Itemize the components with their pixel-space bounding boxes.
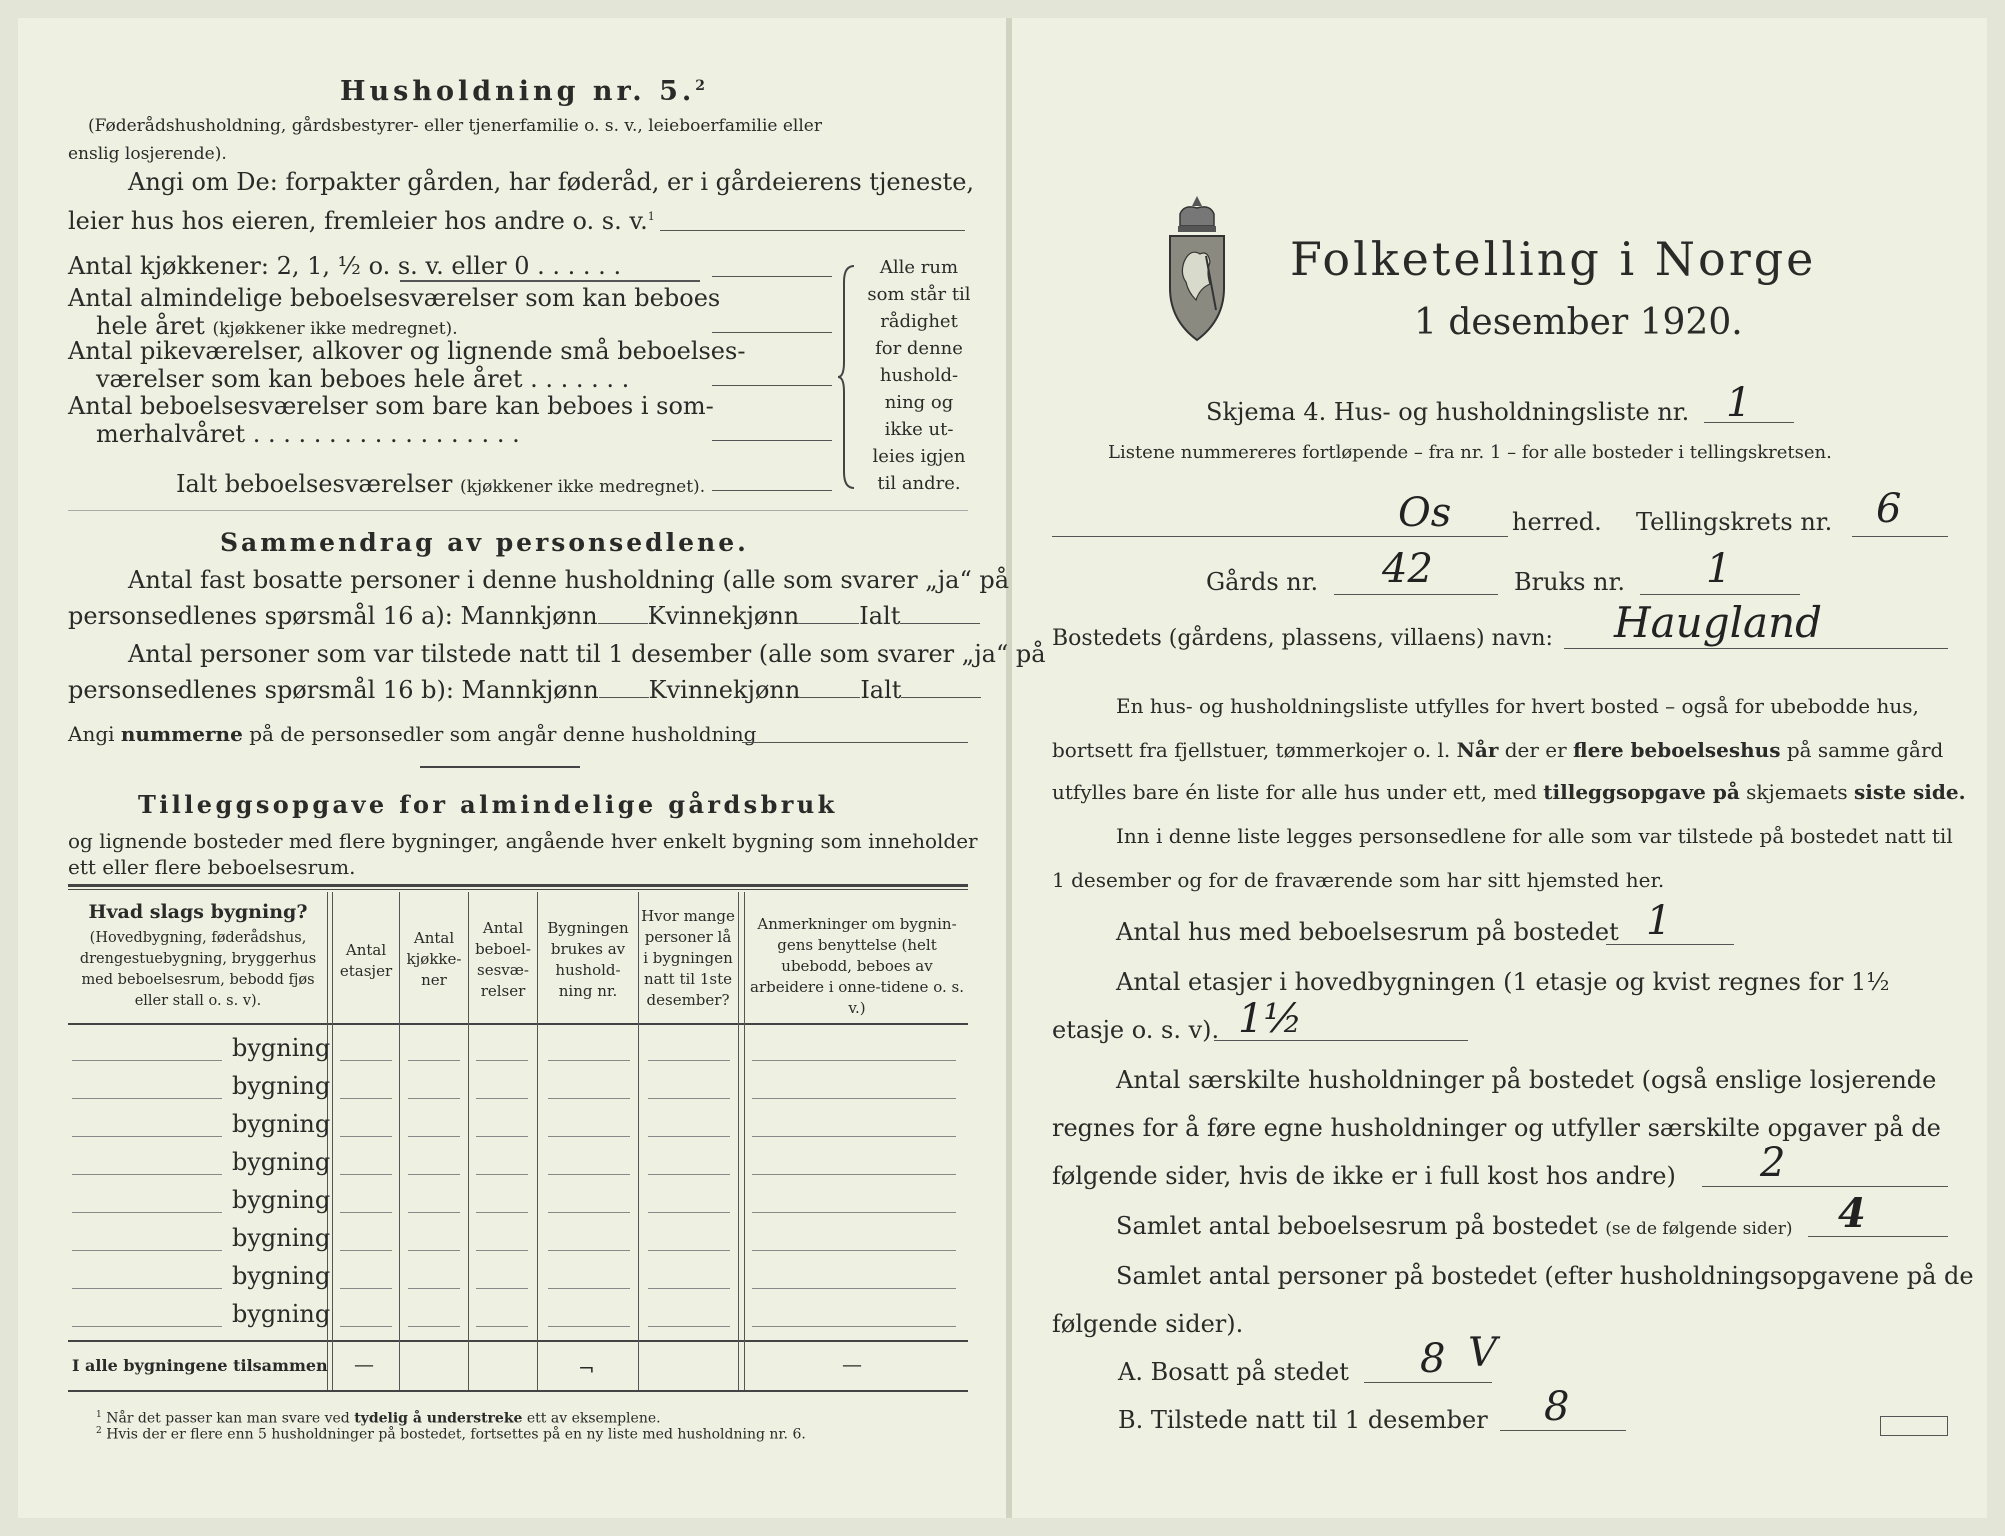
para1-line-3: utfylles bare én liste for alle hus under ett, med tilleggsopgave på skjemaets siste side.	[1052, 780, 1966, 804]
table-col-divider	[537, 892, 538, 1390]
table-cell-line[interactable]	[752, 1174, 956, 1175]
tillegg-line-2: ett eller flere beboelsesrum.	[68, 855, 356, 879]
table-cell-line[interactable]	[752, 1098, 956, 1099]
etasjer-line-2: etasje o. s. v).	[1052, 1016, 1220, 1044]
total-etasjer-mark: —	[354, 1352, 374, 1376]
angi-answer-line[interactable]	[660, 230, 965, 231]
table-header-type-note: (Hovedbygning, føderådshus, drengestuebygning, bryggerhus med beboelsesrum, bebodd fjøs eller stall o. s. v).	[79, 930, 317, 1009]
bosted-label: Bostedets (gårdens, plassens, villaens) navn:	[1052, 626, 1553, 651]
saerskilte-line-3: følgende sider, hvis de ikke er i full kost hos andre)	[1052, 1162, 1676, 1190]
samlet-pers-line-2: følgende sider).	[1052, 1310, 1244, 1338]
table-cell-line[interactable]	[648, 1212, 730, 1213]
tilstede-value: 8	[1544, 1384, 1570, 1430]
table-cell-line[interactable]	[548, 1136, 630, 1137]
etasjer-value: 1½	[1238, 996, 1303, 1042]
table-header-anmerkninger: Anmerkninger om bygnin-gens benyttelse (helt ubebodd, beboes av arbeidere i onne-tidene o. s. v.)	[750, 915, 964, 1017]
tellingskrets-value: 6	[1876, 486, 1902, 532]
brace-note-line: til andre.	[877, 473, 961, 494]
table-cell-line[interactable]	[408, 1288, 460, 1289]
pike-line-2: værelser som kan beboes hele året . . . . . . .	[96, 365, 630, 393]
almindelige-answer-line[interactable]	[712, 332, 832, 333]
table-top-rule	[68, 884, 968, 887]
table-cell-line[interactable]	[340, 1136, 392, 1137]
pike-line-1: Antal pikeværelser, alkover og lignende små beboelses-	[68, 337, 746, 365]
hus-answer-line[interactable]	[1606, 944, 1734, 945]
listene-note: Listene nummereres fortløpende – fra nr. 1 – for alle bosteder i tellingskretsen.	[1108, 442, 1832, 463]
table-cell-line[interactable]	[476, 1212, 528, 1213]
samlet-rum-label: Samlet antal beboelsesrum på bostedet (se de følgende sider)	[1116, 1212, 1793, 1240]
table-cell-line[interactable]	[408, 1326, 460, 1327]
ialt-label: Ialt beboelsesværelser (kjøkkener ikke medregnet).	[176, 470, 706, 498]
table-row-label: bygning	[232, 1148, 331, 1176]
table-cell-line[interactable]	[548, 1174, 630, 1175]
angi-line-1: Angi om De: forpakter gården, har føderåd, er i gårdeierens tjeneste,	[128, 168, 975, 196]
gards-label: Gårds nr.	[1206, 568, 1319, 596]
table-row-label: bygning	[232, 1262, 331, 1290]
table-row-label: bygning	[232, 1224, 331, 1252]
hus-label: Antal hus med beboelsesrum på bostedet	[1116, 918, 1619, 946]
table-total-label: I alle bygningene tilsammen	[72, 1356, 328, 1375]
brace-icon	[836, 262, 860, 492]
bosatt-value: 8	[1420, 1336, 1446, 1382]
skjema-value: 1	[1726, 380, 1752, 426]
table-cell-line[interactable]	[340, 1174, 392, 1175]
table-col-divider	[468, 892, 469, 1390]
herred-value: Os	[1398, 490, 1452, 536]
table-cell-line[interactable]	[408, 1136, 460, 1137]
table-cell-line[interactable]	[752, 1288, 956, 1289]
nummerne-answer-line[interactable]	[742, 742, 968, 743]
table-cell-line[interactable]	[752, 1060, 956, 1061]
footnote-2: $^2$ Hvis der er flere enn 5 husholdninger på bostedet, fortsettes på en ny liste med husholdning nr. 6.	[96, 1426, 806, 1443]
brace-note-line: for denne	[875, 338, 963, 359]
gards-value: 42	[1382, 546, 1433, 592]
table-row-type-line[interactable]	[72, 1098, 222, 1099]
table-col-divider	[638, 892, 639, 1390]
table-row-type-line[interactable]	[72, 1174, 222, 1175]
saerskilte-answer-line[interactable]	[1702, 1186, 1948, 1187]
table-cell-line[interactable]	[476, 1288, 528, 1289]
table-cell-line[interactable]	[648, 1250, 730, 1251]
tillegg-line-1: og lignende bosteder med flere bygninger, angående hver enkelt bygning som inneholder	[68, 829, 978, 853]
table-row-label: bygning	[232, 1072, 331, 1100]
saerskilte-value: 2	[1760, 1140, 1786, 1186]
table-cell-line[interactable]	[408, 1212, 460, 1213]
bosted-answer-line[interactable]	[1564, 648, 1948, 649]
table-header-brukes: Bygningen brukes av hushold-ning nr.	[547, 919, 629, 1000]
table-col-divider	[399, 892, 400, 1390]
gards-answer-line[interactable]	[1334, 594, 1498, 595]
table-cell-line[interactable]	[648, 1136, 730, 1137]
bruks-answer-line[interactable]	[1640, 594, 1800, 595]
fast-line-2: personsedlenes spørsmål 16 a): Mannkjønn Kvinnekjønn Ialt	[68, 602, 980, 630]
table-col-divider	[744, 892, 745, 1390]
table-cell-line[interactable]	[408, 1174, 460, 1175]
kjokkener-answer-line[interactable]	[712, 276, 832, 277]
total-anmerkninger-mark: —	[842, 1352, 862, 1376]
table-row-label: bygning	[232, 1186, 331, 1214]
table-cell-line[interactable]	[408, 1060, 460, 1061]
samlet-rum-answer-line[interactable]	[1808, 1236, 1948, 1237]
sommer-answer-line[interactable]	[712, 440, 832, 441]
table-cell-line[interactable]	[752, 1136, 956, 1137]
table-cell-line[interactable]	[476, 1250, 528, 1251]
table-cell-line[interactable]	[476, 1098, 528, 1099]
tilstede-line-2: personsedlenes spørsmål 16 b): Mannkjønn Kvinnekjønn Ialt	[68, 676, 981, 704]
table-cell-line[interactable]	[340, 1250, 392, 1251]
herred-answer-line[interactable]	[1052, 536, 1508, 537]
saerskilte-line-2: regnes for å føre egne husholdninger og utfyller særskilte opgaver på de	[1052, 1114, 1941, 1142]
bosatt-check-mark: V	[1468, 1330, 1497, 1376]
brace-note-line: hushold-	[879, 365, 959, 386]
table-cell-line[interactable]	[648, 1288, 730, 1289]
hus-value: 1	[1646, 898, 1672, 944]
saerskilte-line-1: Antal særskilte husholdninger på bostedet (også enslige losjerende	[1116, 1066, 1937, 1094]
table-header-kjokkener: Antal kjøkke-ner	[406, 929, 462, 989]
bosatt-label: A. Bosatt på stedet	[1118, 1358, 1349, 1386]
footnote-1: $^1$ Når det passer kan man svare ved tydelig å understreke ett av eksemplene.	[96, 1410, 661, 1427]
table-header-beboelses: Antal beboel-sesvæ-relser	[475, 919, 531, 1000]
table-header-etasjer: Antal etasjer	[339, 941, 393, 980]
kjokkener-underline	[400, 280, 700, 282]
sommer-line-2: merhalvåret . . . . . . . . . . . . . . . . . .	[96, 420, 520, 448]
table-row-type-line[interactable]	[72, 1288, 222, 1289]
table-col-divider	[332, 892, 333, 1390]
left-page	[18, 18, 1008, 1518]
table-row-label: bygning	[232, 1034, 331, 1062]
bosatt-answer-line[interactable]	[1364, 1382, 1492, 1383]
table-cell-line[interactable]	[548, 1098, 630, 1099]
bosted-value: Haugland	[1614, 598, 1823, 647]
brace-note	[864, 254, 974, 497]
table-cell-line[interactable]	[548, 1288, 630, 1289]
household-title: Husholdning nr. 5.$^2$	[340, 76, 710, 107]
etasjer-line-1: Antal etasjer i hovedbygningen (1 etasje og kvist regnes for 1½	[1116, 968, 1890, 996]
table-cell-line[interactable]	[648, 1326, 730, 1327]
table-row-type-line[interactable]	[72, 1212, 222, 1213]
para2-line-1: Inn i denne liste legges personsedlene for alle som var tilstede på bostedet natt til	[1116, 824, 1953, 848]
almindelige-line-1: Antal almindelige beboelsesværelser som kan beboes	[68, 284, 721, 312]
para1-line-2: bortsett fra fjellstuer, tømmerkojer o. l. Når der er flere beboelseshus på samme gård	[1052, 738, 1944, 762]
fast-line-1: Antal fast bosatte personer i denne husholdning (alle som svarer „ja“ på	[128, 566, 1010, 594]
table-row-label: bygning	[232, 1110, 331, 1138]
printer-stamp	[1880, 1416, 1948, 1436]
bruks-label: Bruks nr.	[1514, 568, 1625, 596]
para2-line-2: 1 desember og for de fraværende som har sitt hjemsted her.	[1052, 868, 1665, 892]
table-cell-line[interactable]	[476, 1136, 528, 1137]
kjokkener-label: Antal kjøkkener: 2, 1, ½ o. s. v. eller 0 . . . . . .	[68, 252, 622, 280]
table-cell-line[interactable]	[752, 1250, 956, 1251]
brace-note-line: som står til	[867, 284, 971, 305]
samlet-pers-line-1: Samlet antal personer på bostedet (efter husholdningsopgavene på de	[1116, 1262, 1974, 1290]
brace-note-line: ning og	[884, 392, 954, 413]
short-divider	[420, 766, 580, 768]
table-header-rule	[68, 1023, 968, 1025]
angi-line-2: leier hus hos eieren, fremleier hos andre o. s. v.$^1$	[68, 207, 655, 235]
table-cell-line[interactable]	[340, 1212, 392, 1213]
ialt-answer-line[interactable]	[712, 490, 832, 491]
skjema-label: Skjema 4. Hus- og husholdningsliste nr.	[1206, 398, 1690, 426]
census-title: Folketelling i Norge	[1290, 232, 1817, 286]
tellingskrets-answer-line[interactable]	[1852, 536, 1948, 537]
table-row-label: bygning	[232, 1300, 331, 1328]
table-cell-line[interactable]	[340, 1288, 392, 1289]
tillegg-title: Tilleggsopgave for almindelige gårdsbruk	[138, 790, 838, 819]
sammendrag-title: Sammendrag av personsedlene.	[220, 528, 749, 557]
coat-of-arms-icon	[1162, 192, 1232, 344]
total-brukes-mark: ¬	[578, 1356, 595, 1380]
table-cell-line[interactable]	[648, 1060, 730, 1061]
brace-note-line: ikke ut-	[884, 419, 954, 440]
table-top-rule-2	[68, 889, 968, 890]
table-total-rule	[68, 1340, 968, 1342]
table-bottom-rule	[68, 1390, 968, 1392]
table-cell-line[interactable]	[752, 1326, 956, 1327]
brace-note-line: rådighet	[880, 311, 958, 332]
table-cell-line[interactable]	[548, 1326, 630, 1327]
tilstede-answer-line[interactable]	[1500, 1430, 1626, 1431]
para1-line-1: En hus- og husholdningsliste utfylles for hvert bosted – også for ubebodde hus,	[1116, 694, 1919, 718]
sommer-line-1: Antal beboelsesværelser som bare kan beboes i som-	[68, 392, 714, 420]
intro-note-line-2: enslig losjerende).	[68, 144, 227, 164]
tilstede-label: B. Tilstede natt til 1 desember	[1118, 1406, 1488, 1434]
census-date: 1 desember 1920.	[1414, 302, 1743, 343]
pike-answer-line[interactable]	[712, 385, 832, 386]
brace-note-line: Alle rum	[879, 257, 959, 278]
table-row-type-line[interactable]	[72, 1136, 222, 1137]
table-cell-line[interactable]	[548, 1212, 630, 1213]
table-cell-line[interactable]	[340, 1060, 392, 1061]
almindelige-line-2: hele året (kjøkkener ikke medregnet).	[96, 312, 458, 340]
table-header-personer: Hvor mange personer lå i bygningen natt til 1ste desember?	[641, 907, 735, 1009]
table-cell-line[interactable]	[752, 1212, 956, 1213]
table-cell-line[interactable]	[548, 1060, 630, 1061]
table-cell-line[interactable]	[548, 1250, 630, 1251]
table-row-type-line[interactable]	[72, 1250, 222, 1251]
tilstede-line-1: Antal personer som var tilstede natt til 1 desember (alle som svarer „ja“ på	[128, 640, 1046, 668]
table-col-divider	[738, 892, 739, 1390]
intro-note-line-1: (Føderådshusholdning, gårdsbestyrer- eller tjenerfamilie o. s. v., leieboerfamilie eller	[88, 116, 822, 136]
brace-note-line: leies igjen	[872, 446, 966, 467]
table-header-type: Hvad slags bygning?	[88, 901, 308, 923]
samlet-rum-value: 4	[1838, 1190, 1866, 1237]
angi-nummerne: Angi nummerne på de personsedler som angår denne husholdning	[68, 722, 757, 746]
section-divider	[68, 510, 968, 511]
table-cell-line[interactable]	[476, 1326, 528, 1327]
table-cell-line[interactable]	[476, 1174, 528, 1175]
table-row-type-line[interactable]	[72, 1326, 222, 1327]
table-cell-line[interactable]	[648, 1174, 730, 1175]
table-cell-line[interactable]	[340, 1326, 392, 1327]
table-row-type-line[interactable]	[72, 1060, 222, 1061]
herred-label: herred.	[1512, 508, 1602, 536]
table-cell-line[interactable]	[408, 1098, 460, 1099]
bruks-value: 1	[1706, 546, 1732, 592]
table-cell-line[interactable]	[340, 1098, 392, 1099]
table-cell-line[interactable]	[476, 1060, 528, 1061]
table-cell-line[interactable]	[408, 1250, 460, 1251]
tellingskrets-label: Tellingskrets nr.	[1636, 508, 1833, 536]
table-cell-line[interactable]	[648, 1098, 730, 1099]
